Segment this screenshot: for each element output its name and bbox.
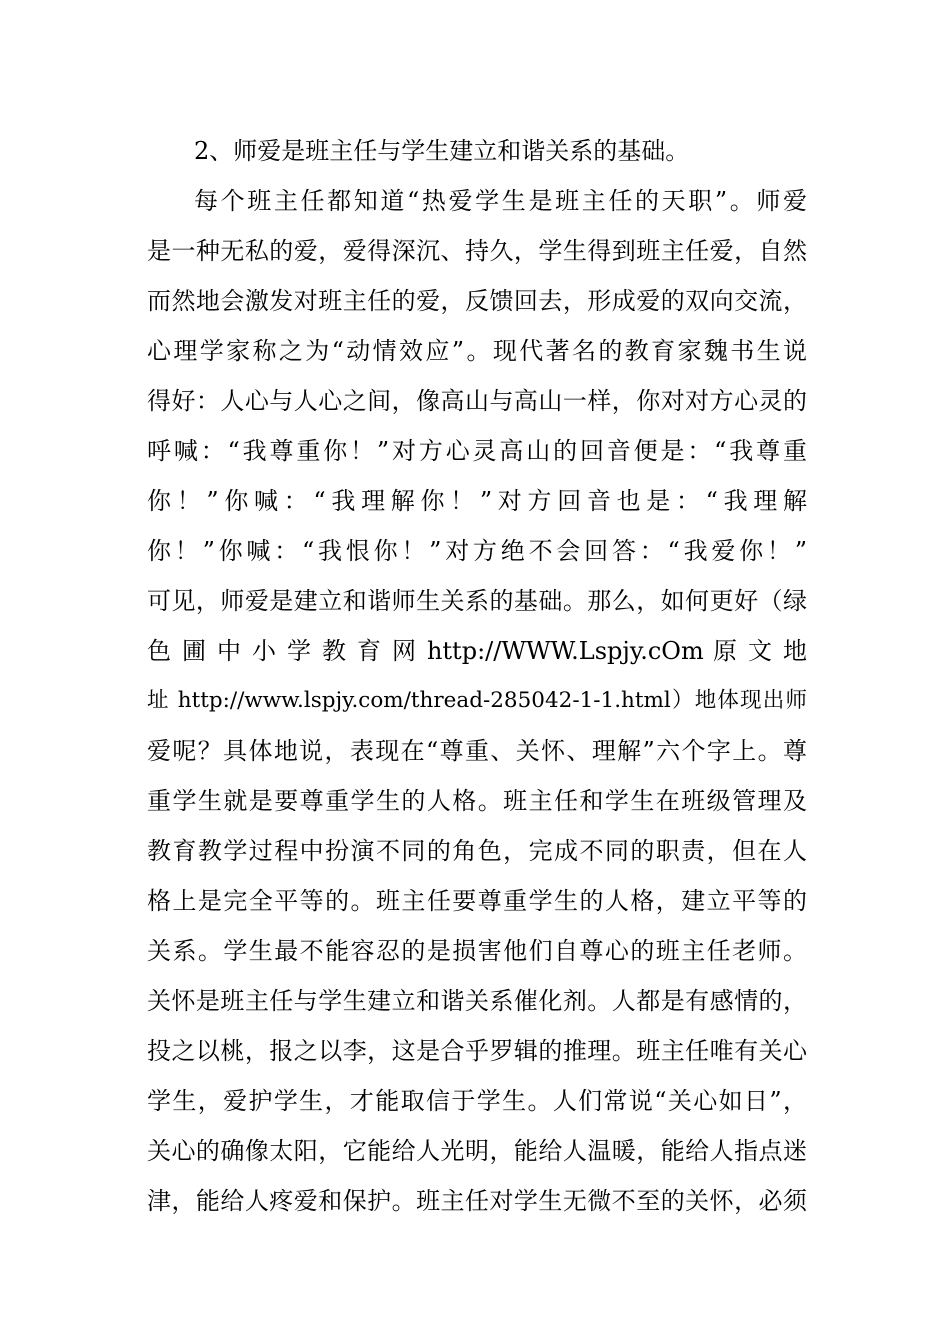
paragraph-line: 每个班主任都知道“热爱学生是班主任的天职”。师爱 [194, 187, 807, 215]
paragraph-line: 得好：人心与人心之间，像高山与高山一样，你对对方心灵的 [147, 387, 807, 415]
paragraph-line: 教育教学过程中扮演不同的角色，完成不同的职责，但在人 [147, 837, 807, 865]
paragraph-line: 津，能给人疼爱和保护。班主任对学生无微不至的关怀，必须 [147, 1187, 807, 1215]
paragraph-line: 你！”你喊：“我恨你！”对方绝不会回答：“我爱你！” [147, 537, 807, 565]
paragraph-line: 而然地会激发对班主任的爱，反馈回去，形成爱的双向交流， [147, 287, 807, 315]
paragraph-line: 呼喊：“我尊重你！”对方心灵高山的回音便是：“我尊重 [147, 437, 807, 465]
paragraph-line: 学生，爱护学生，才能取信于学生。人们常说“关心如日”， [147, 1087, 807, 1115]
paragraph-line: 色 圃 中 小 学 教 育 网 http://WWW.Lspjy.cOm 原 文 地 [147, 637, 807, 665]
paragraph-line: 是一种无私的爱，爱得深沉、持久，学生得到班主任爱，自然 [147, 237, 807, 265]
paragraph-line: 心理学家称之为“动情效应”。现代著名的教育家魏书生说 [147, 337, 807, 365]
paragraph-line: 关系。学生最不能容忍的是损害他们自尊心的班主任老师。 [147, 937, 807, 965]
paragraph-line: 格上是完全平等的。班主任要尊重学生的人格，建立平等的 [147, 887, 807, 915]
document-body [147, 126, 807, 1226]
paragraph-line: 关心的确像太阳，它能给人光明，能给人温暖，能给人指点迷 [147, 1137, 807, 1165]
paragraph-line: 可见，师爱是建立和谐师生关系的基础。那么，如何更好（绿 [147, 587, 807, 615]
paragraph-line: 你！”你喊：“我理解你！”对方回音也是：“我理解 [147, 487, 807, 515]
paragraph-line: 重学生就是要尊重学生的人格。班主任和学生在班级管理及 [147, 787, 807, 815]
paragraph-line: 址 http://www.lspjy.com/thread-285042-1-1.html）地体现出师 [147, 688, 807, 713]
paragraph-line: 关怀是班主任与学生建立和谐关系催化剂。人都是有感情的， [147, 987, 807, 1015]
section-heading: 2、师爱是班主任与学生建立和谐关系的基础。 [194, 137, 690, 165]
paragraph-line: 投之以桃，报之以李，这是合乎罗辑的推理。班主任唯有关心 [147, 1037, 807, 1065]
paragraph-line: 爱呢？具体地说，表现在“尊重、关怀、理解”六个字上。尊 [147, 737, 807, 765]
